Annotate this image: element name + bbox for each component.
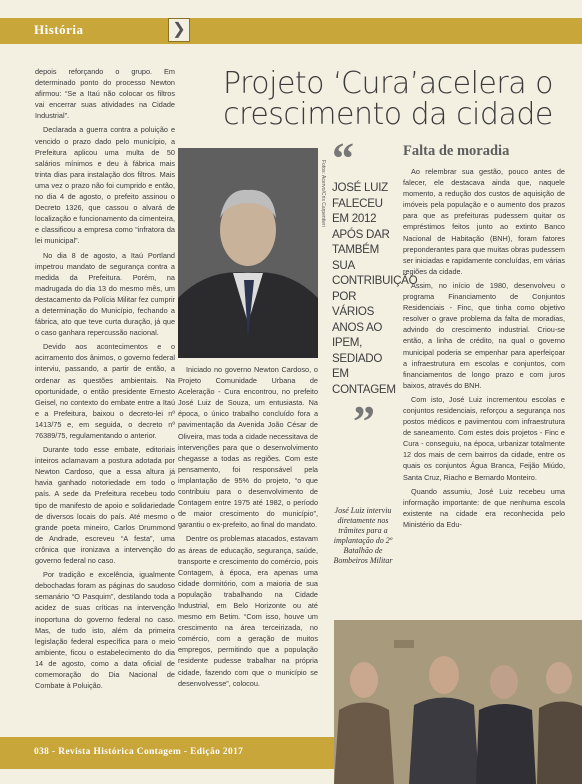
paragraph: Declarada a guerra contra a poluição e vencido o prazo dado pelo município, a Prefeitura aplicou uma multa de 50 salários mínimos e deu à fábrica mais trinta dias para instalação dos filtros. Mais uma vez o prazo não foi cumprido e então, no dia 4 de agosto, o prefeito assinou o Decreto 1326, que cassou o alvará de localização e funcionamento da cimenteira, e classificou a empresa como “infratora da lei municipal”. <box>35 125 175 246</box>
article-column-3 <box>403 166 565 533</box>
paragraph: Por tradição e excelência, igualmente debochadas foram as páginas do saudoso semanário “O Pasquim”, destilando toda a acidez de suas críticas na intervenção inoportuna do governo federal no caso. Mas, de tudo isto, além da primeira legislação federal específica para o meio ambiente, ficou o estabelecimento do dia 14 de agosto, como a data oficial de comemoração do Dia Nacional de Combate à Poluição. <box>35 570 175 691</box>
photo-credit: Fotos: Acervo/Cris Carpentieri <box>320 160 326 227</box>
paragraph: Iniciado no governo Newton Cardoso, o Projeto Comunidade Urbana de Aceleração - Cura encontrou, no prefeito José Luiz de Souza, um entusiasta. Na época, o único trabalho concluído fora a pavimentação da Avenida João César de Oliveira, mas toda a cidade necessitava de intervenções para que o desenvolvimento chegasse a todas as regiões. Com este pensamento, foi responsável pela implantação de 95% do projeto, “o que contribuiu para o desenvolvimento de Contagem entre 1975 até 1982, o período de maior crescimento do município”, garantiu o ex-prefeito, ao final do mandato. <box>178 365 318 530</box>
article-column-1 <box>35 66 175 694</box>
paragraph: Assim, no início de 1980, desenvolveu o programa Financiamento de Conjuntos Residenciais - Finc, que tinha como objetivo resolver o grave problema da falta de moradias, advindo do crescimento industrial. Criou-se então, a linha de crédito, na qual o governo municipal poderia se empenhar para aperfeiçoar a infraestrutura em escolas e conjuntos, com financiamentos de longo prazo e com juros baixos, através do BNH. <box>403 280 565 390</box>
open-quote-icon: “ <box>332 134 354 183</box>
pull-quote-text: JOSÉ LUIZ FALECEU EM 2012 APÓS DAR TAMBÉM SUA CONTRIBUIÇÃO POR VÁRIOS ANOS AO IPEM, SEDIADO EM CONTAGEM <box>332 181 418 396</box>
chevron-right-icon[interactable]: ❯ <box>168 18 190 42</box>
section-subhead: Falta de moradia <box>403 143 510 159</box>
paragraph: Ao relembrar sua gestão, pouco antes de falecer, ele destacava ainda que, naquele momento, a redução dos custos de aquisição de imóveis pela população e o aumento dos prazos para que as prefeituras pudessem quitar os empréstimos feitos junto ao extinto Banco Nacional de Habitação (BNH), foram fatores preponderantes para que muitas obras pudessem ser iniciadas e rapidamente concluídas, em várias regiões da cidade. <box>403 167 565 276</box>
paragraph: Quando assumiu, José Luiz recebeu uma informação importante: de que nenhuma escola existente na cidade era reconhecida pelo Ministério da Edu- <box>403 486 565 529</box>
footer-text: 038 - Revista Histórica Contagem - Edição 2017 <box>34 747 244 757</box>
pull-quote <box>332 134 418 446</box>
footer-bar <box>0 737 334 769</box>
portrait-photo <box>178 148 318 358</box>
close-quote-icon: ” <box>353 397 375 446</box>
paragraph: Durante todo esse embate, editoriais inteiros aclamavam a postura adotada por Newton Cardoso, que a essa altura já havia ganhado notoriedade em todo o país. A sede da Prefeitura recebeu todo tipo de manifesto de apoio e solidariedade de diversos locais do país. Até mesmo o grande poeta mineiro, Carlos Drummond de Andrade, escreveu “A festa”, uma crônica que ironizava a intervenção do governo federal no caso. <box>35 445 175 566</box>
section-label: História <box>34 22 84 37</box>
group-photo <box>334 620 582 784</box>
paragraph: Devido aos acontecimentos e o acirramento dos ânimos, o governo federal interviu, passando, a partir de então, a ordenar as questões ambientais. Na oportunidade, o então presidente Ernesto Geisel, no contexto do embate entre a Itaú e a Prefeitura, baixou o decreto-lei nº 1413/75 e, em seguida, o decreto nº 76389/75, regulamentando o anterior. <box>35 342 175 440</box>
photo-caption: José Luiz interviu diretamente nos trâmites para a implantação do 2º Batalhão de Bombeiros Militar <box>333 506 393 565</box>
paragraph: Com isto, José Luiz incrementou escolas e conjuntos residenciais, reforçou a segurança nos postos médicos e pavimentou com infraestrutura de saneamento. Com estes dois projetos - Finc e Cura - conseguiu, na época, urbanizar totalmente 12 dos mais de cem bairros da cidade, entre os quais os conjuntos Água Branca, Feijão Miúdo, Santa Cruz, Riacho e Bernardo Monteiro. <box>403 394 565 482</box>
paragraph: No dia 8 de agosto, a Itaú Portland impetrou mandato de segurança contra a medida da Prefeitura. Porém, na madrugada do dia 13 do mesmo mês, um destacamento da Polícia Militar fez cumprir a determinação do Município, fechando a fábrica, ato que teve curta duração, já que o caso ganhara repercussão nacional. <box>35 250 175 338</box>
paragraph: depois reforçando o grupo. Em determinado ponto do processo Newton afirmou: “Se a Itaú não colocar os filtros vai encerrar suas atividades na Cidade Industrial”. <box>35 67 175 121</box>
article-title: Projeto ‘Cura’acelera o crescimento da cidade <box>223 66 553 132</box>
article-column-2 <box>178 364 318 692</box>
group-photo-illustration <box>334 620 582 784</box>
section-header-bar <box>0 18 582 44</box>
paragraph: Dentre os problemas atacados, estavam as áreas de educação, segurança, saúde, transporte e crescimento do comércio, pois Contagem, à época, era apenas uma cidade dormitório, com a maioria de sua população trabalhando na Cidade Industrial, em Belo Horizonte ou até mesmo em Betim. “Com isso, houve um crescimento na área terceirizada, no comércio, com a geração de muitos empregos, permitindo que a população residente pudesse trabalhar na própria cidade, fazendo com que o município se desenvolvesse”, colocou. <box>178 534 318 688</box>
portrait-illustration <box>178 148 318 358</box>
